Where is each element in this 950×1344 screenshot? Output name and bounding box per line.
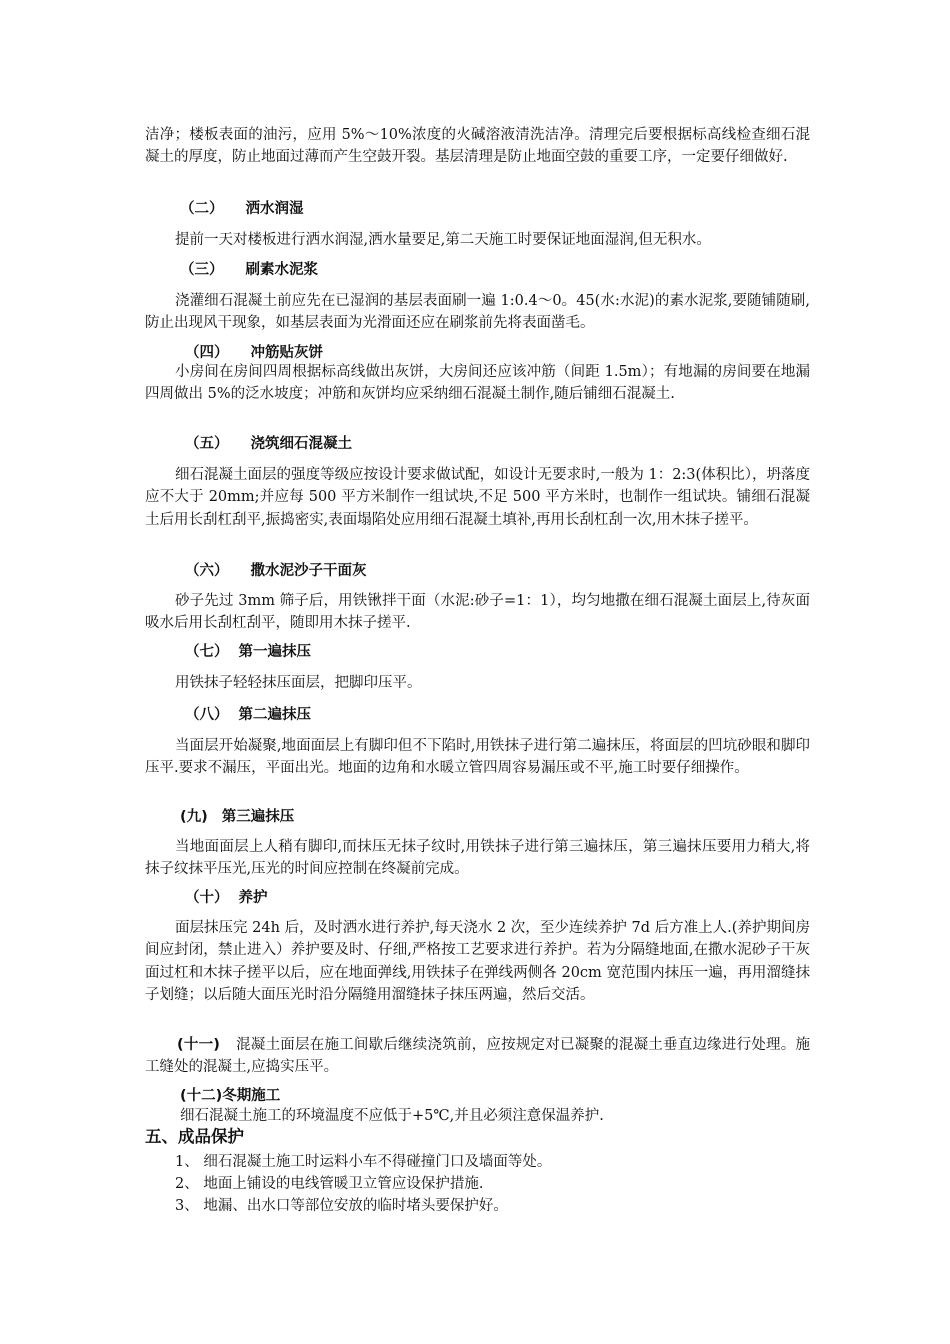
section-7-paragraph — [145, 672, 810, 694]
section-title: 撒水泥沙子干面灰 — [250, 563, 367, 579]
paragraph-text: 当面层开始凝聚,地面面层上有脚印但不下陷时,用铁抹子进行第二遍抹压，将面层的凹坑砂眼和脚印压平.要求不漏压，平面出光。地面的边角和水暖立管四周容易漏压或不平,施工时要仔细操作。 — [145, 738, 810, 777]
section-number: (十二) — [180, 1088, 223, 1104]
section-heading-6 — [185, 561, 367, 581]
list-item: 3、 地漏、出水口等部位安放的临时堵头要保护好。 — [175, 1198, 508, 1214]
section-heading-2 — [180, 199, 304, 219]
list-item: 2、 地面上铺设的电线管暖卫立管应设保护措施. — [175, 1176, 484, 1192]
section-12-paragraph — [145, 1105, 810, 1127]
section-number: （八） — [185, 707, 229, 723]
paragraph-text: 小房间在房间四周根据标高线做出灰饼，大房间还应该冲筋（间距 1.5m）；有地漏的房间要在地漏四周做出 5%的泛水坡度；冲筋和灰饼均应采纳细石混凝土制作,随后铺细石混凝土. — [145, 364, 810, 403]
section-2-paragraph — [145, 229, 810, 251]
paragraph-text: 细石混凝土面层的强度等级应按设计要求做试配，如设计无要求时,一般为 1：2:3(体积比），坍落度应不大于 20mm;并应每 500 平方米制作一组试块,不足 500 平方米时，也制作一组试块。铺细石混凝土后用长刮杠刮平,振捣密实,表面塌陷处应用细石混凝土填补,再用长刮杠刮一次,用木抹子搓平。 — [145, 467, 810, 528]
section-title: 浇筑细石混凝土 — [250, 436, 352, 452]
section-title: 冬期施工 — [222, 1088, 281, 1104]
section-title: 第一遍抹压 — [238, 644, 311, 660]
section-title: 刷素水泥浆 — [245, 262, 318, 278]
section-5-paragraph — [145, 464, 810, 531]
section-heading-12 — [180, 1086, 280, 1106]
intro-paragraph — [145, 124, 810, 169]
paragraph-text: 细石混凝土施工的环境温度不应低于+5℃,并且必须注意保温养护. — [180, 1108, 604, 1124]
section-number: （十） — [185, 890, 229, 906]
section-heading-3 — [180, 260, 318, 280]
chapter-heading: 五、成品保护 — [145, 1127, 244, 1146]
section-number: (十一) — [177, 1037, 220, 1053]
section-number: （五） — [185, 436, 229, 452]
section-3-paragraph — [145, 290, 810, 335]
section-heading-4 — [185, 343, 323, 363]
section-heading-10 — [185, 888, 268, 908]
paragraph-text: 提前一天对楼板进行洒水润湿,洒水量要足,第二天施工时要保证地面湿润,但无积水。 — [175, 232, 711, 248]
paragraph-text: 浇灌细石混凝土前应先在已湿润的基层表面刷一遍 1:0.4～0。45(水:水泥)的素水泥浆,要随铺随刷,防止出现风干现象，如基层表面为光滑面还应在刷浆前先将表面凿毛。 — [145, 293, 810, 332]
paragraph-text: 洁净；楼板表面的油污，应用 5%～10%浓度的火碱溶液清洗洁净。清理完后要根据标高线检查细石混凝土的厚度，防止地面过薄而产生空鼓开裂。基层清理是防止地面空鼓的重要工序，一定要仔细做好. — [145, 127, 810, 166]
section-4-paragraph — [145, 361, 810, 406]
paragraph-text: 面层抹压完 24h 后，及时洒水进行养护,每天浇水 2 次，至少连续养护 7d 后方准上人.(养护期间房间应封闭，禁止进入）养护要及时、仔细,严格按工艺要求进行养护。若为分隔缝地面,在撒水泥砂子干灰面过杠和木抹子搓平以后，应在地面弹线,用铁抹子在弹线两侧各 20cm 宽范围内抹压一遍，再用溜缝抹子划缝；以后随大面压光时沿分隔缝用溜缝抹子抹压两遍，然后交活。 — [145, 920, 810, 1004]
section-10-paragraph — [145, 917, 810, 1007]
section-number: （七） — [185, 644, 229, 660]
section-title: 养护 — [238, 890, 268, 906]
section-11-paragraph — [145, 1034, 810, 1079]
section-number: （二） — [180, 201, 224, 217]
section-title: 第二遍抹压 — [238, 707, 311, 723]
section-title: 洒水润湿 — [245, 201, 304, 217]
section-6-paragraph — [145, 590, 810, 635]
paragraph-text: 混凝土面层在施工间歇后继续浇筑前，应按规定对已凝聚的混凝土垂直边缘进行处理。施工缝处的混凝土,应捣实压平。 — [145, 1037, 810, 1076]
section-number: (九) — [180, 809, 208, 825]
section-heading-5 — [185, 434, 352, 454]
section-heading-7 — [185, 642, 311, 662]
paragraph-text: 当地面面层上人稍有脚印,而抹压无抹子纹时,用铁抹子进行第三遍抹压，第三遍抹压要用力稍大,将抹子纹抹平压光,压光的时间应控制在终凝前完成。 — [145, 839, 810, 878]
section-heading-9 — [180, 807, 294, 827]
section-title: 冲筋贴灰饼 — [250, 345, 323, 361]
section-heading-8 — [185, 705, 311, 725]
list-item: 1、 细石混凝土施工时运料小车不得碰撞门口及墙面等处。 — [175, 1154, 552, 1170]
section-9-paragraph — [145, 836, 810, 881]
section-number: （三） — [180, 262, 224, 278]
section-number: （四） — [185, 345, 229, 361]
section-title: 第三遍抹压 — [221, 809, 295, 825]
section-number: （六） — [185, 563, 229, 579]
paragraph-text: 砂子先过 3mm 筛子后，用铁锹拌干面（水泥:砂子=1：1），均匀地撒在细石混凝土面层上,待灰面吸水后用长刮杠刮平，随即用木抹子搓平. — [145, 593, 810, 632]
paragraph-text: 用铁抹子轻轻抹压面层，把脚印压平。 — [175, 675, 422, 691]
section-11-text-wrap — [145, 1034, 810, 1079]
section-8-paragraph — [145, 735, 810, 780]
